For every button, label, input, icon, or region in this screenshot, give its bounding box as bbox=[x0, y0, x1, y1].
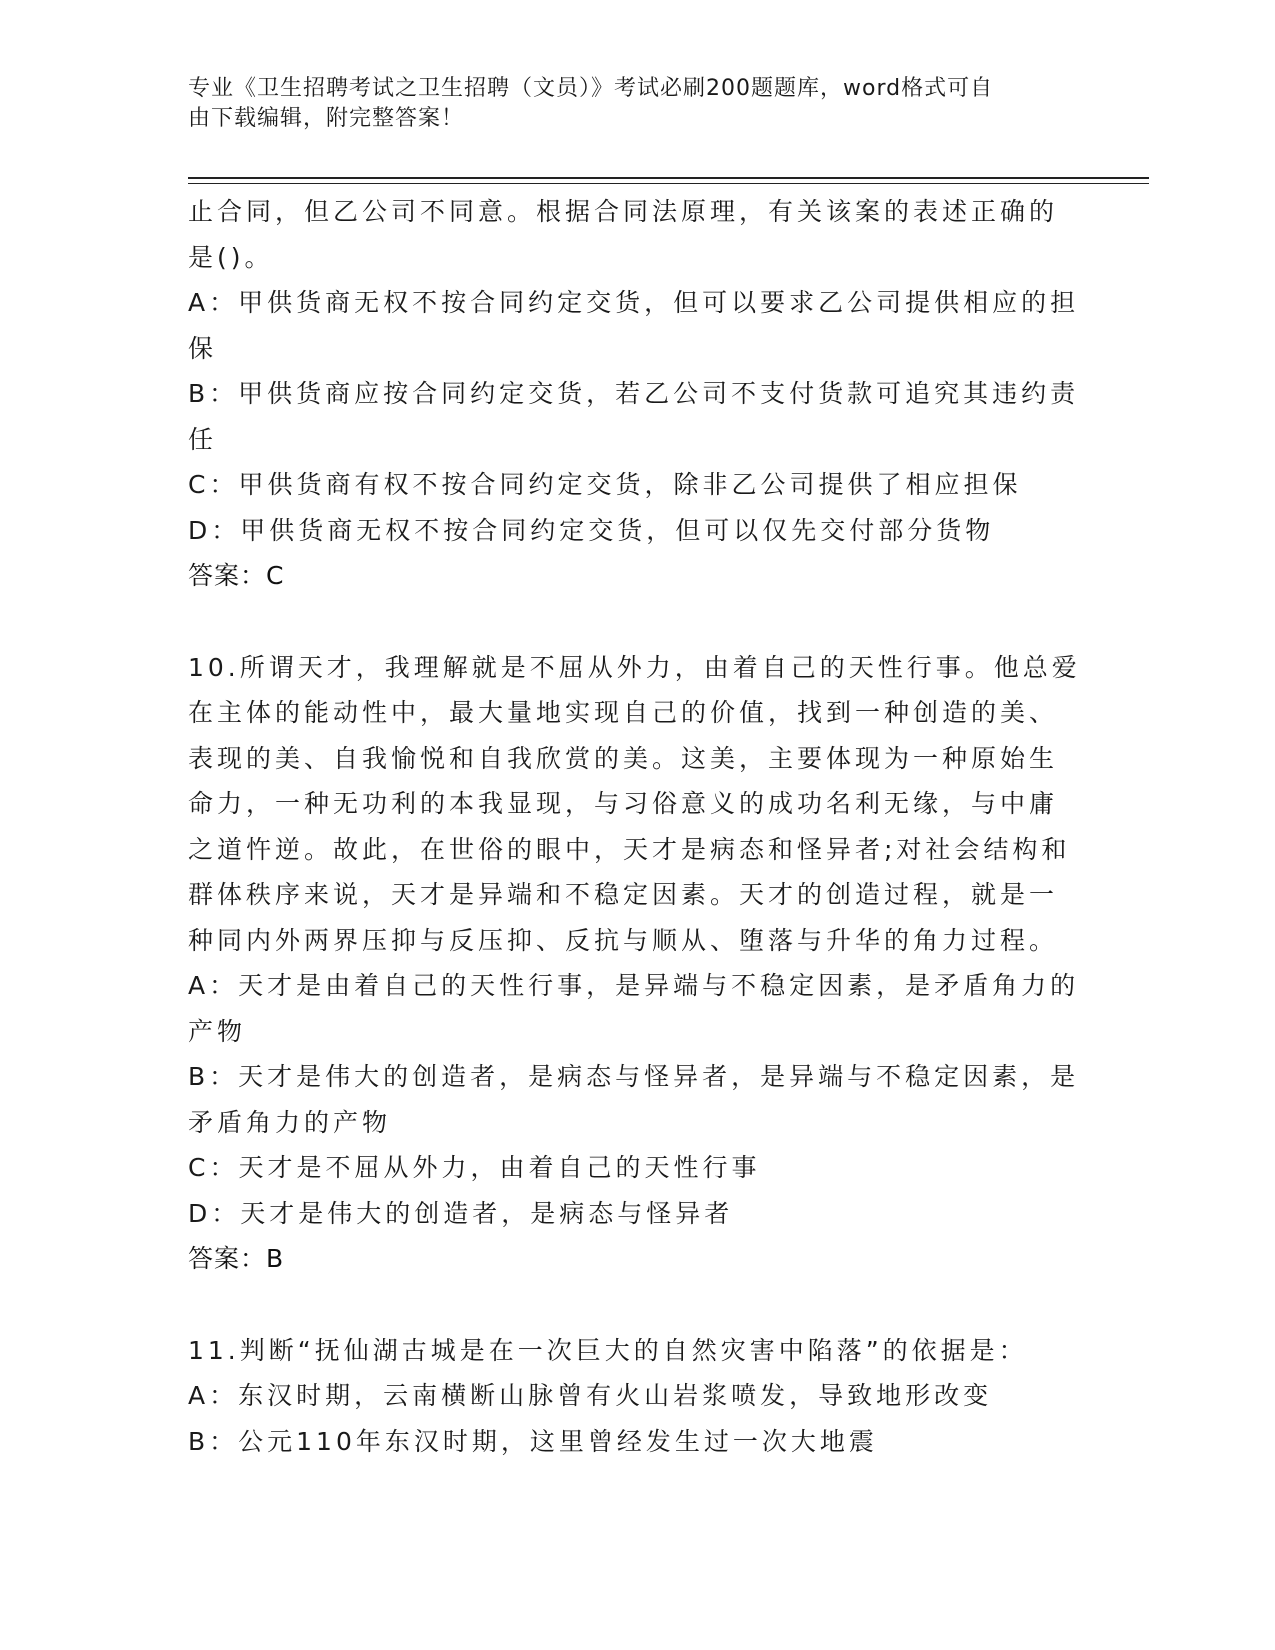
answer-label: 答案：C bbox=[188, 561, 285, 590]
document-body bbox=[188, 189, 1088, 1464]
question-11 bbox=[188, 1328, 1088, 1465]
page-header bbox=[188, 74, 1068, 134]
option-b-line: B：天才是伟大的创造者，是病态与怪异者，是异端与不稳定因素，是 bbox=[188, 1062, 1080, 1091]
option-b-line: 矛盾角力的产物 bbox=[188, 1107, 392, 1137]
question-spacer bbox=[188, 599, 1088, 645]
option-a-line: 保 bbox=[188, 333, 218, 363]
question-stem-line: 之道忤逆。故此，在世俗的眼中，天才是病态和怪异者;对社会结构和 bbox=[188, 834, 1071, 864]
option-b-line: B：公元110年东汉时期，这里曾经发生过一次大地震 bbox=[188, 1426, 878, 1456]
question-stem-line: 是()。 bbox=[188, 242, 274, 272]
header-line-2: 由下载编辑，附完整答案！ bbox=[188, 106, 465, 131]
option-a-line: 产物 bbox=[188, 1016, 247, 1046]
option-b-line: 任 bbox=[188, 424, 218, 454]
question-stem-line: 止合同，但乙公司不同意。根据合同法原理，有关该案的表述正确的 bbox=[188, 197, 1059, 226]
option-b-line: B：甲供货商应按合同约定交货，若乙公司不支付货款可追究其违约责 bbox=[188, 379, 1080, 408]
option-c-line: C：甲供货商有权不按合同约定交货，除非乙公司提供了相应担保 bbox=[188, 470, 1022, 499]
option-a-line: A：天才是由着自己的天性行事，是异端与不稳定因素，是矛盾角力的 bbox=[188, 971, 1080, 1000]
question-10 bbox=[188, 645, 1088, 1282]
question-stem-line: 10.所谓天才，我理解就是不屈从外力，由着自己的天性行事。他总爱 bbox=[188, 652, 1081, 682]
question-spacer bbox=[188, 1282, 1088, 1328]
question-stem-line: 表现的美、自我愉悦和自我欣赏的美。这美，主要体现为一种原始生 bbox=[188, 743, 1059, 773]
option-d-line: D：天才是伟大的创造者，是病态与怪异者 bbox=[188, 1198, 734, 1228]
question-stem-line: 种同内外两界压抑与反压抑、反抗与顺从、堕落与升华的角力过程。 bbox=[188, 925, 1059, 955]
header-line-1: 专业《卫生招聘考试之卫生招聘（文员）》考试必刷200题题库，word格式可自 bbox=[188, 76, 994, 101]
question-9 bbox=[188, 189, 1088, 599]
question-stem-line: 命力，一种无功利的本我显现，与习俗意义的成功名利无缘，与中庸 bbox=[188, 789, 1059, 818]
option-d-line: D：甲供货商无权不按合同约定交货，但可以仅先交付部分货物 bbox=[188, 515, 995, 545]
option-c-line: C：天才是不屈从外力，由着自己的天性行事 bbox=[188, 1153, 761, 1182]
question-stem-line: 11.判断“抚仙湖古城是在一次巨大的自然灾害中陷落”的依据是： bbox=[188, 1335, 1028, 1365]
question-stem-line: 在主体的能动性中，最大量地实现自己的价值，找到一种创造的美、 bbox=[188, 698, 1059, 727]
option-a-line: A：甲供货商无权不按合同约定交货，但可以要求乙公司提供相应的担 bbox=[188, 288, 1080, 317]
option-a-line: A：东汉时期，云南横断山脉曾有火山岩浆喷发，导致地形改变 bbox=[188, 1381, 993, 1410]
question-stem-line: 群体秩序来说，天才是异端和不稳定因素。天才的创造过程，就是一 bbox=[188, 880, 1059, 909]
header-divider-thin bbox=[188, 183, 1149, 184]
header-divider-thick bbox=[188, 177, 1149, 179]
answer-label: 答案：B bbox=[188, 1244, 285, 1273]
